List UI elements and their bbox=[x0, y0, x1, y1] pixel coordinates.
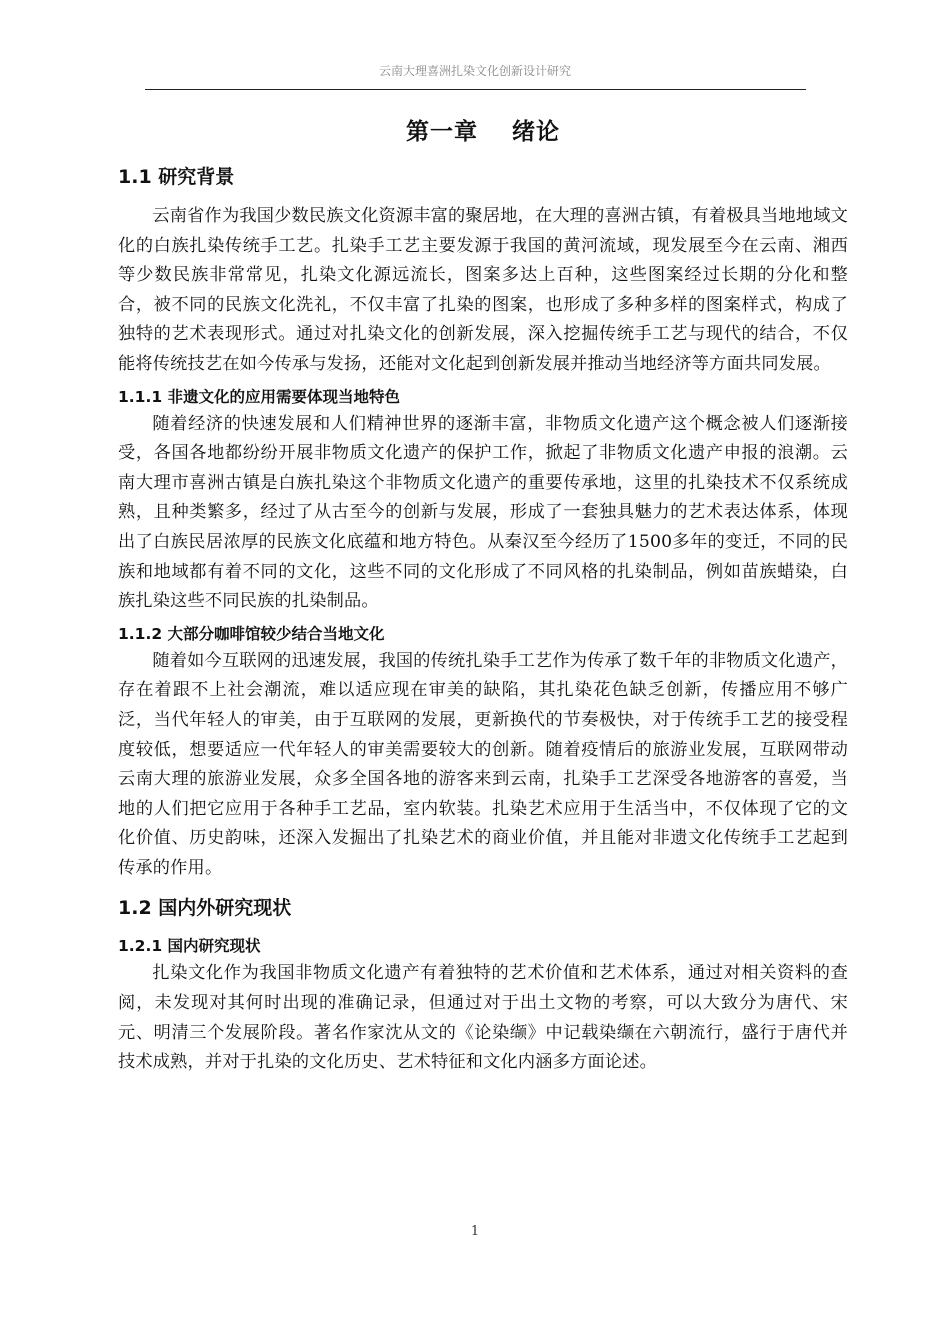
section-heading-1-2-1: 1.2.1 国内研究现状 bbox=[118, 937, 261, 956]
section-heading-1-2: 1.2 国内外研究现状 bbox=[118, 897, 292, 920]
section-heading-1-1-2: 1.1.2 大部分咖啡馆较少结合当地文化 bbox=[118, 624, 385, 643]
chapter-title bbox=[118, 110, 848, 154]
paragraph-1-1-2: 随着如今互联网的迅速发展，我国的传统扎染手工艺作为传承了数千年的非物质文化遗产，存在着跟不上社会潮流，难以适应现在审美的缺陷，其扎染花色缺乏创新，传播应用不够广泛，当代年轻人的审美，由于互联网的发展，更新换代的节奏极快，对于传统手工艺的接受程度较低，想要适应一代年轻人的审美需要较大的创新。随着疫情后的旅游业发展，互联网带动云南大理的旅游业发展，众多全国各地的游客来到云南，扎染手工艺深受各地游客的喜爱，当地的人们把它应用于各种手工艺品，室内软装。扎染艺术应用于生活当中，不仅体现了它的文化价值、历史韵味，还深入发掘出了扎染艺术的商业价值，并且能对非遗文化传统手工艺起到传承的作用。 bbox=[118, 650, 848, 878]
page-number: 1 bbox=[470, 1224, 480, 1239]
page-content bbox=[118, 110, 848, 1082]
section-heading-1-1-1: 1.1.1 非遗文化的应用需要体现当地特色 bbox=[118, 387, 401, 406]
paragraph-1-1-1: 随着经济的快速发展和人们精神世界的逐渐丰富，非物质文化遗产这个概念被人们逐渐接受，各国各地都纷纷开展非物质文化遗产的保护工作，掀起了非物质文化遗产申报的浪潮。云南大理市喜洲古镇是白族扎染这个非物质文化遗产的重要传承地，这里的扎染技术不仅系统成熟，且种类繁多，经过了从古至今的创新与发展，形成了一套独具魅力的艺术表达体系，体现出了白族民居浓厚的民族文化底蕴和地方特色。从秦汉至今经历了1500多年的变迁，不同的民族和地域都有着不同的文化，这些不同的文化形成了不同风格的扎染制品，例如苗族蜡染，白族扎染这些不同民族的扎染制品。 bbox=[118, 413, 848, 612]
chapter-name: 绪论 bbox=[512, 119, 560, 145]
paragraph-1-1: 云南省作为我国少数民族文化资源丰富的聚居地，在大理的喜洲古镇，有着极具当地地域文化的白族扎染传统手工艺。扎染手工艺主要发源于我国的黄河流域，现发展至今在云南、湘西等少数民族非常常见，扎染文化源远流长，图案多达上百种，这些图案经过长期的分化和整合，被不同的民族文化洗礼，不仅丰富了扎染的图案，也形成了多种多样的图案样式，构成了独特的艺术表现形式。通过对扎染文化的创新发展，深入挖掘传统手工艺与现代的结合，不仅能将传统技艺在如今传承与发扬，还能对文化起到创新发展并推动当地经济等方面共同发展。 bbox=[118, 206, 848, 374]
section-heading-1-1: 1.1 研究背景 bbox=[118, 166, 235, 188]
header-rule bbox=[145, 89, 806, 90]
chapter-number: 第一章 bbox=[406, 119, 478, 145]
running-header: 云南大理喜洲扎染文化创新设计研究 bbox=[378, 64, 571, 76]
paragraph-1-2-1: 扎染文化作为我国非物质文化遗产有着独特的艺术价值和艺术体系，通过对相关资料的查阅，未发现对其何时出现的准确记录，但通过对于出土文物的考察，可以大致分为唐代、宋元、明清三个发展阶段。著名作家沈从文的《论染缬》中记载染缬在六朝流行，盛行于唐代并技术成熟，并对于扎染的文化历史、艺术特征和文化内涵多方面论述。 bbox=[118, 963, 848, 1073]
